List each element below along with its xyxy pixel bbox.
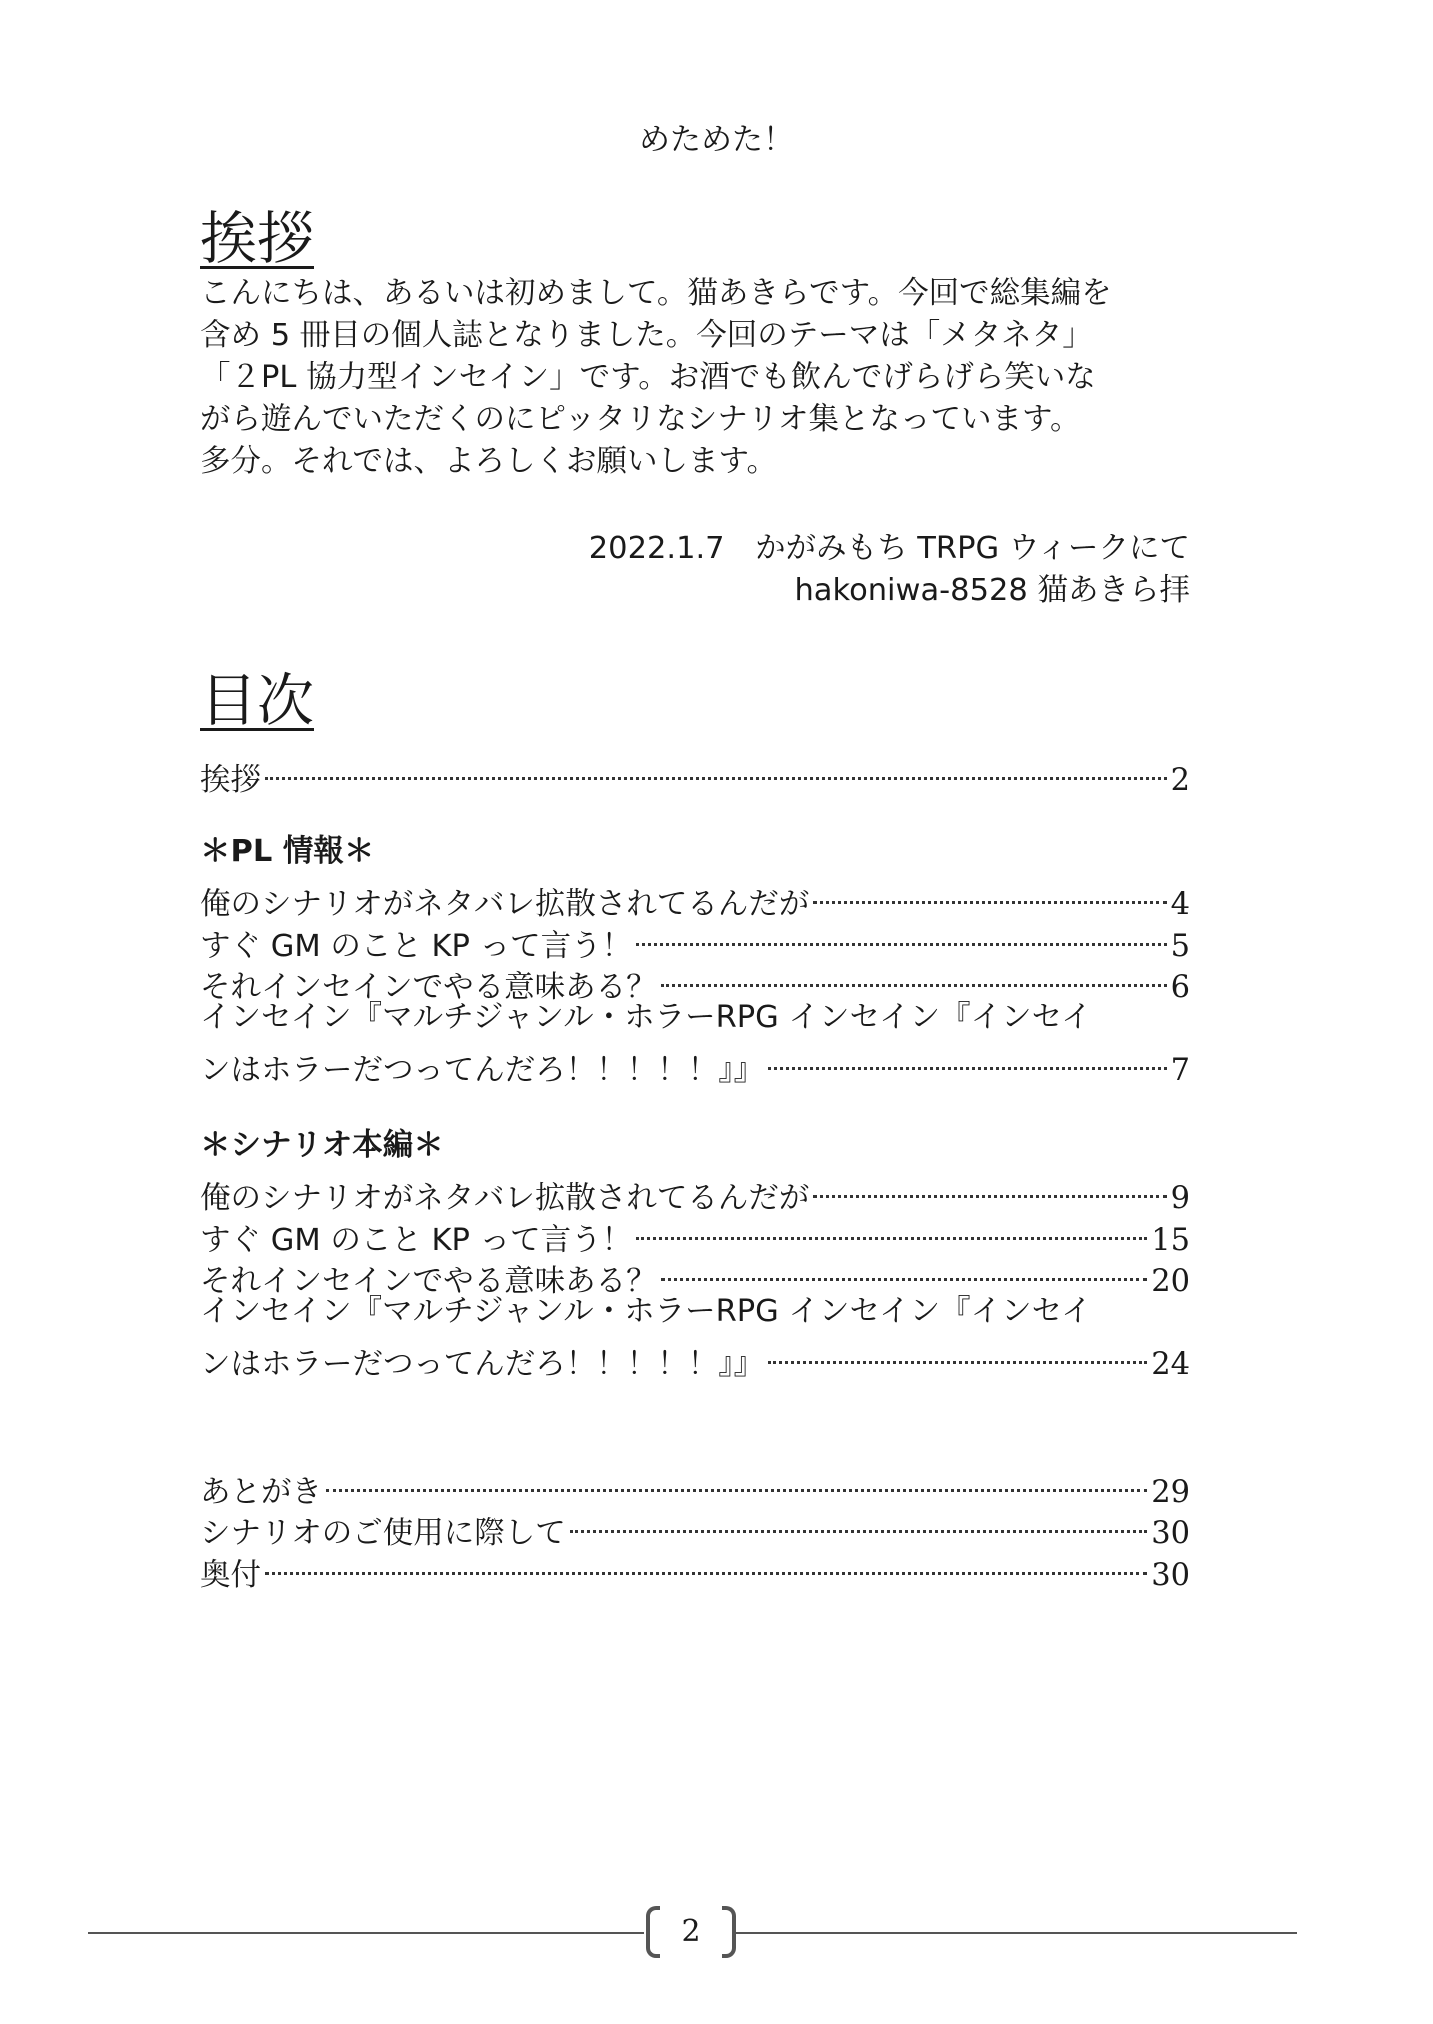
toc-entry[interactable] (200, 1543, 1190, 1593)
toc-leader-dots (813, 1167, 1166, 1209)
toc-leader-dots (768, 1333, 1147, 1375)
toc-entry-page: 5 (1170, 928, 1190, 964)
toc-entry-title: シナリオのご使用に際して (200, 1516, 566, 1551)
toc-leader-dots (326, 1460, 1147, 1502)
toc-entry-title: 挨拶 (200, 762, 261, 798)
toc-entry-title: 奥付 (200, 1557, 261, 1593)
toc-appendix-list (200, 1460, 1190, 1593)
toc-entry-title: 俺のシナリオがネタバレ拡散されてるんだが (200, 887, 810, 922)
toc-scenario-list (200, 1125, 1190, 1382)
toc-leader-dots (570, 1502, 1147, 1544)
toc-entry-title-line1: インセイン『マルチジャンル・ホラーRPG インセイン『インセイ (200, 1294, 1092, 1329)
toc-entry-page: 30 (1151, 1557, 1190, 1593)
toc-entry[interactable] (200, 1333, 1190, 1382)
toc-leader-dots (813, 873, 1166, 915)
greeting-line: 「２PL 協力型インセイン」です。お酒でも飲んでげらげら笑いな (200, 360, 1096, 395)
toc-entry-page: 29 (1151, 1474, 1190, 1510)
toc-entry-title: 俺のシナリオがネタバレ拡散されてるんだが (200, 1181, 810, 1216)
toc-entry[interactable] (200, 1460, 1190, 1510)
greeting-paragraph (200, 273, 1200, 483)
toc-leader-dots (661, 956, 1167, 998)
toc-group-title: ＊シナリオ本編＊ (200, 1128, 444, 1163)
toc-entry-title-line2: ンはホラーだつってんだろ！！！！！』』 (200, 1053, 764, 1088)
toc-entry-page: 6 (1170, 970, 1190, 1005)
toc-entry[interactable] (200, 1502, 1190, 1551)
toc-entry-title: あとがき (200, 1474, 322, 1510)
toc-entry-first-line[interactable] (200, 1291, 1190, 1333)
toc-entry[interactable] (200, 748, 1190, 798)
greeting-line: 含め 5 冊目の個人誌となりました。今回のテーマは「メタネタ」 (200, 318, 1093, 353)
toc-entry-page: 20 (1151, 1264, 1190, 1299)
greeting-line: がら遊んでいただくのにピッタリなシナリオ集となっています。 (200, 402, 1081, 437)
footer-bracket-right (722, 1906, 736, 1958)
greeting-heading: 挨拶 (200, 206, 314, 272)
toc-entry-title: それインセインでやる意味ある？ (200, 970, 657, 1005)
toc-entry-title: すぐ GM のこと KP って言う！ (200, 1222, 633, 1258)
toc-entry[interactable] (200, 1167, 1190, 1216)
signature (200, 528, 1190, 612)
toc-entry-page: 4 (1170, 887, 1190, 922)
toc-leader-dots (661, 1250, 1148, 1292)
toc-leader-dots (636, 1208, 1147, 1250)
toc-heading: 目次 (200, 668, 314, 734)
toc-intro-list (200, 748, 1190, 798)
toc-entry-title-line1: インセイン『マルチジャンル・ホラーRPG インセイン『インセイ (200, 1000, 1092, 1035)
toc-entry-first-line[interactable] (200, 997, 1190, 1039)
toc-entry-title: それインセインでやる意味ある？ (200, 1264, 657, 1299)
toc-entry-title: すぐ GM のこと KP って言う！ (200, 928, 633, 964)
toc-entry-page: 24 (1151, 1347, 1190, 1382)
toc-leader-dots (636, 914, 1166, 956)
toc-entry-page: 15 (1151, 1222, 1190, 1258)
greeting-line: こんにちは、あるいは初めまして。猫あきらです。今回で総集編を (200, 276, 1112, 311)
toc-pl-info-list (200, 831, 1190, 1088)
running-header: めためた！ (639, 122, 794, 158)
footer-rule-left (88, 1932, 644, 1934)
page-number: 2 (681, 1914, 701, 1949)
toc-leader-dots (768, 1039, 1167, 1081)
toc-entry[interactable] (200, 873, 1190, 922)
greeting-line: 多分。それでは、よろしくお願いします。 (200, 444, 778, 479)
toc-entry-page: 9 (1170, 1181, 1190, 1216)
footer-rule-right (736, 1932, 1297, 1934)
toc-leader-dots (265, 748, 1167, 790)
signature-date-line: 2022.1.7 かがみもち TRPG ウィークにて (588, 531, 1190, 566)
footer-bracket-left (646, 1906, 660, 1958)
toc-leader-dots (265, 1543, 1147, 1585)
signature-author-line: hakoniwa-8528 猫あきら拝 (794, 573, 1190, 608)
toc-entry-page: 2 (1170, 762, 1190, 798)
toc-entry[interactable] (200, 1039, 1190, 1088)
toc-entry-title-line2: ンはホラーだつってんだろ！！！！！』』 (200, 1347, 764, 1382)
toc-entry-page: 7 (1170, 1053, 1190, 1088)
toc-entry-page: 30 (1151, 1516, 1190, 1551)
toc-group-title: ＊PL 情報＊ (200, 834, 375, 869)
